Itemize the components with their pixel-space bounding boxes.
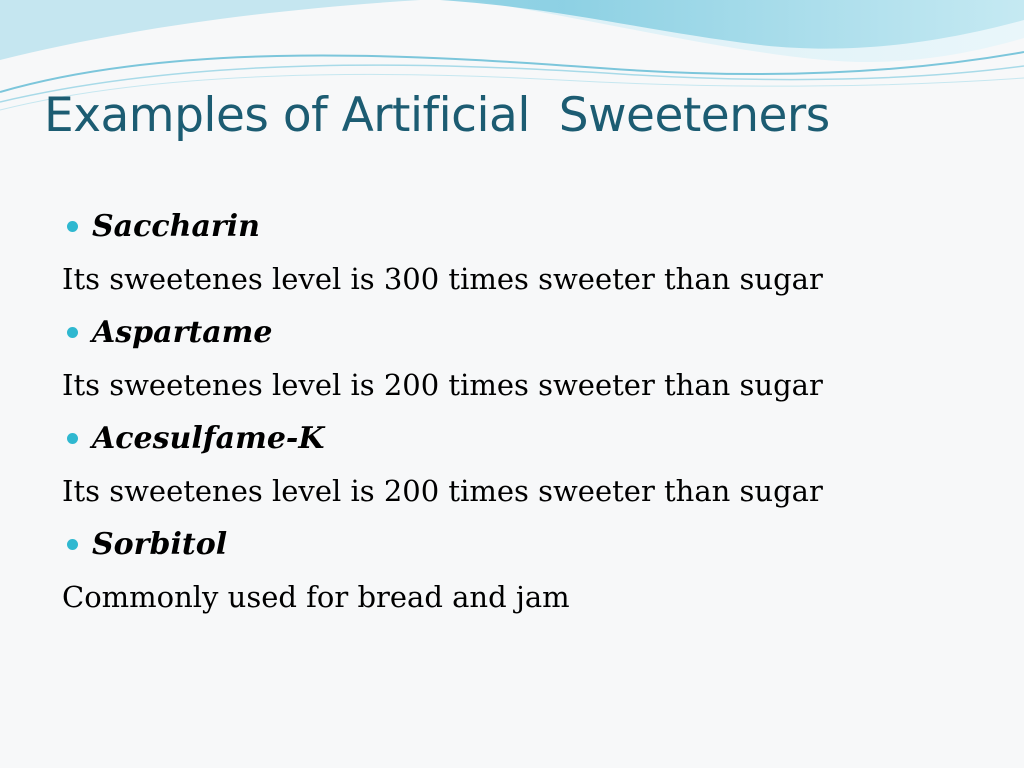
list-item bbox=[62, 200, 1002, 306]
bullet-dot-icon bbox=[67, 433, 78, 444]
slide-title: Examples of Artificial Sweeteners bbox=[44, 88, 830, 143]
sweetener-description: Its sweetenes level is 200 times sweeter than sugar bbox=[62, 474, 823, 508]
sweetener-description: Its sweetenes level is 300 times sweeter than sugar bbox=[62, 262, 823, 296]
sweetener-description: Its sweetenes level is 200 times sweeter than sugar bbox=[62, 368, 823, 402]
sweetener-name: Aspartame bbox=[92, 315, 273, 350]
sweetener-name: Acesulfame-K bbox=[92, 421, 325, 456]
sweetener-name: Sorbitol bbox=[92, 527, 228, 562]
sweetener-name: Saccharin bbox=[92, 209, 260, 244]
bullet-dot-icon bbox=[67, 327, 78, 338]
bullet-dot-icon bbox=[67, 539, 78, 550]
bullet-dot-icon bbox=[67, 221, 78, 232]
sweetener-list bbox=[62, 200, 1002, 624]
list-item bbox=[62, 412, 1002, 518]
sweetener-description: Commonly used for bread and jam bbox=[62, 580, 570, 614]
list-item bbox=[62, 306, 1002, 412]
list-item bbox=[62, 518, 1002, 624]
